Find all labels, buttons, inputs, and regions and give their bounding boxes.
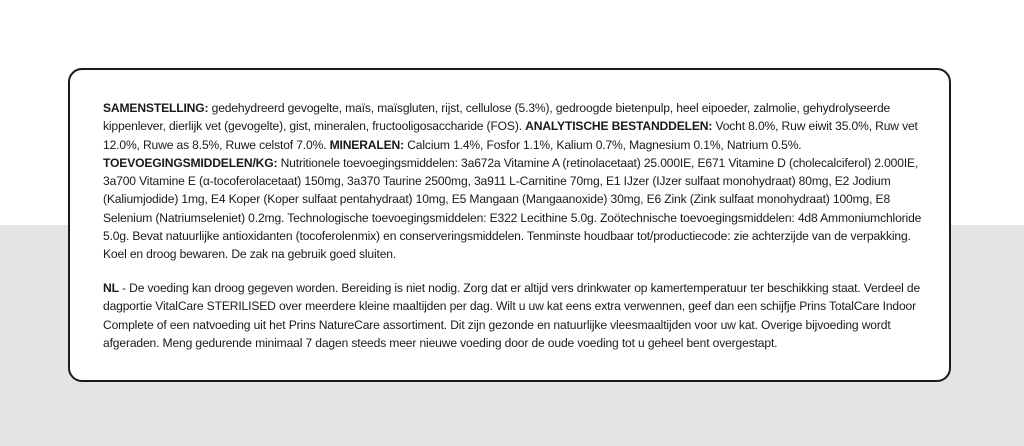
additives-text: Nutritionele toevoegingsmiddelen: 3a672a Vitamine A (retinolacetaat) 25.000IE, E671 Vitamine D (cholecalciferol) 2.000IE, 3a700 Vitamine E (α-tocoferolacetaat) 150mg, 3a370 Taurine 2500mg, 3a911 L-Carnitine 70mg, E1 IJzer (IJzer sulfaat monohydraat) 80mg, E2 Jodium (Kaliumjodide) 1mg, E4 Koper (Koper sulfaat pentahydraat) 10mg, E5 Mangaan (Mangaanoxide) 30mg, E6 Zink (Zink sulfaat monohydraat) 100mg, E8 Selenium (Natriumseleniet) 0.2mg. Technologische toevoegingsmiddelen: E322 Lecithine 5.0g. Zoötechnische toevoegingsmiddelen: 4d8 Ammoniumchloride 5.0g. Bevat natuurlijke antioxidanten (tocoferolenmix) en conserveringsmiddelen. Tenminste houdbaar tot/productiecode: zie achterzijde van de verpakking. Koel en droog bewaren. De zak na gebruik goed sluiten. (103, 155, 922, 262)
minerals-heading: MINERALEN: (329, 137, 405, 152)
ingredients-section (103, 99, 928, 264)
feeding-text: - De voeding kan droog gegeven worden. Bereiding is niet nodig. Zorg dat er altijd vers drinkwater op kamertemperatuur ter beschikking staat. Verdeel de dagportie VitalCare STERILISED over meerdere kleine maaltijden per dag. Wilt u uw kat eens extra verwennen, geef dan een schijfje Prins TotalCare Indoor Complete of een natvoeding uit het Prins NatureCare assortiment. Dit zijn gezonde en natuurlijke vleesmaaltijden voor uw kat. Overige bijvoeding wordt afgeraden. Meng gedurende minimaal 7 dagen steeds meer nieuwe voeding door de oude voeding tot u geheel bent overgestapt. (103, 281, 921, 350)
composition-text: gedehydreerd gevogelte, maïs, maïsgluten, rijst, cellulose (5.3%), gedroogde bietenpulp, heel eipoeder, zalmolie, gehydrolyseerde kippenlever, dierlijk vet (gevogelte), gist, mineralen, fructooligosaccharide (FOS). (103, 101, 891, 134)
analytical-text: Vocht 8.0%, Ruw eiwit 35.0%, Ruw vet 12.0%, Ruwe as 8.5%, Ruwe celstof 7.0%. (103, 119, 918, 152)
minerals-text: Calcium 1.4%, Fosfor 1.1%, Kalium 0.7%, Magnesium 0.1%, Natrium 0.5%. (404, 137, 802, 152)
language-code: NL (103, 281, 119, 295)
feeding-instructions-section (103, 279, 928, 352)
additives-heading: TOEVOEGINGSMIDDELEN/KG: (103, 155, 278, 170)
composition-heading: SAMENSTELLING: (103, 101, 209, 115)
analytical-heading: ANALYTISCHE BESTANDDELEN: (525, 119, 713, 134)
product-label-panel (68, 68, 951, 382)
